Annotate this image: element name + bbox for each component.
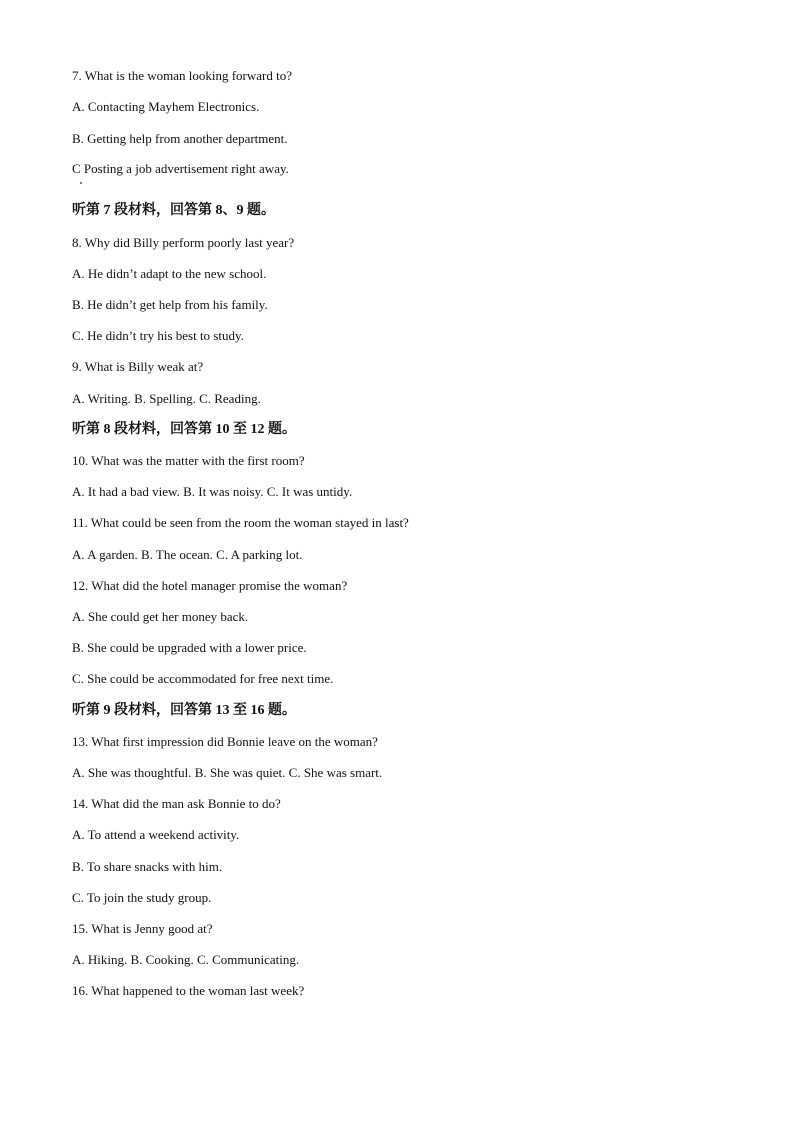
question-13: 13. What first impression did Bonnie leave on the woman? — [72, 734, 378, 749]
q13-options: A. She was thoughtful. B. She was quiet. C. She was smart. — [72, 765, 383, 780]
section-heading-9: 听第 9 段材料，回答第 13 至 16 题。 — [72, 703, 296, 718]
q12-option-a: A. She could get her money back. — [72, 609, 249, 624]
q11-options: A. A garden. B. The ocean. C. A parking lot. — [72, 547, 303, 562]
question-15: 15. What is Jenny good at? — [72, 921, 213, 936]
question-12: 12. What did the hotel manager promise the woman? — [72, 578, 348, 593]
question-16: 16. What happened to the woman last week? — [72, 983, 305, 998]
question-7: 7. What is the woman looking forward to? — [72, 68, 292, 83]
stray-dot — [80, 182, 82, 184]
q14-option-a: A. To attend a weekend activity. — [72, 827, 240, 842]
q7-option-c: C Posting a job advertisement right away. — [72, 161, 289, 176]
q8-option-b: B. He didn’t get help from his family. — [72, 297, 268, 312]
q9-options: A. Writing. B. Spelling. C. Reading. — [72, 391, 261, 406]
q12-option-c: C. She could be accommodated for free next time. — [72, 671, 334, 686]
question-8: 8. Why did Billy perform poorly last year? — [72, 235, 295, 250]
q14-option-b: B. To share snacks with him. — [72, 859, 223, 874]
q10-options: A. It had a bad view. B. It was noisy. C. It was untidy. — [72, 484, 353, 499]
q8-option-c: C. He didn’t try his best to study. — [72, 328, 244, 343]
section-heading-7: 听第 7 段材料，回答第 8、9 题。 — [72, 203, 275, 218]
question-9: 9. What is Billy weak at? — [72, 359, 204, 374]
section-heading-8: 听第 8 段材料，回答第 10 至 12 题。 — [72, 422, 296, 437]
q15-options: A. Hiking. B. Cooking. C. Communicating. — [72, 952, 300, 967]
q7-option-a: A. Contacting Mayhem Electronics. — [72, 99, 260, 114]
q12-option-b: B. She could be upgraded with a lower price. — [72, 640, 307, 655]
question-10: 10. What was the matter with the first room? — [72, 453, 305, 468]
q7-option-b: B. Getting help from another department. — [72, 131, 288, 146]
q14-option-c: C. To join the study group. — [72, 890, 212, 905]
q8-option-a: A. He didn’t adapt to the new school. — [72, 266, 267, 281]
question-11: 11. What could be seen from the room the woman stayed in last? — [72, 515, 409, 530]
question-14: 14. What did the man ask Bonnie to do? — [72, 796, 281, 811]
